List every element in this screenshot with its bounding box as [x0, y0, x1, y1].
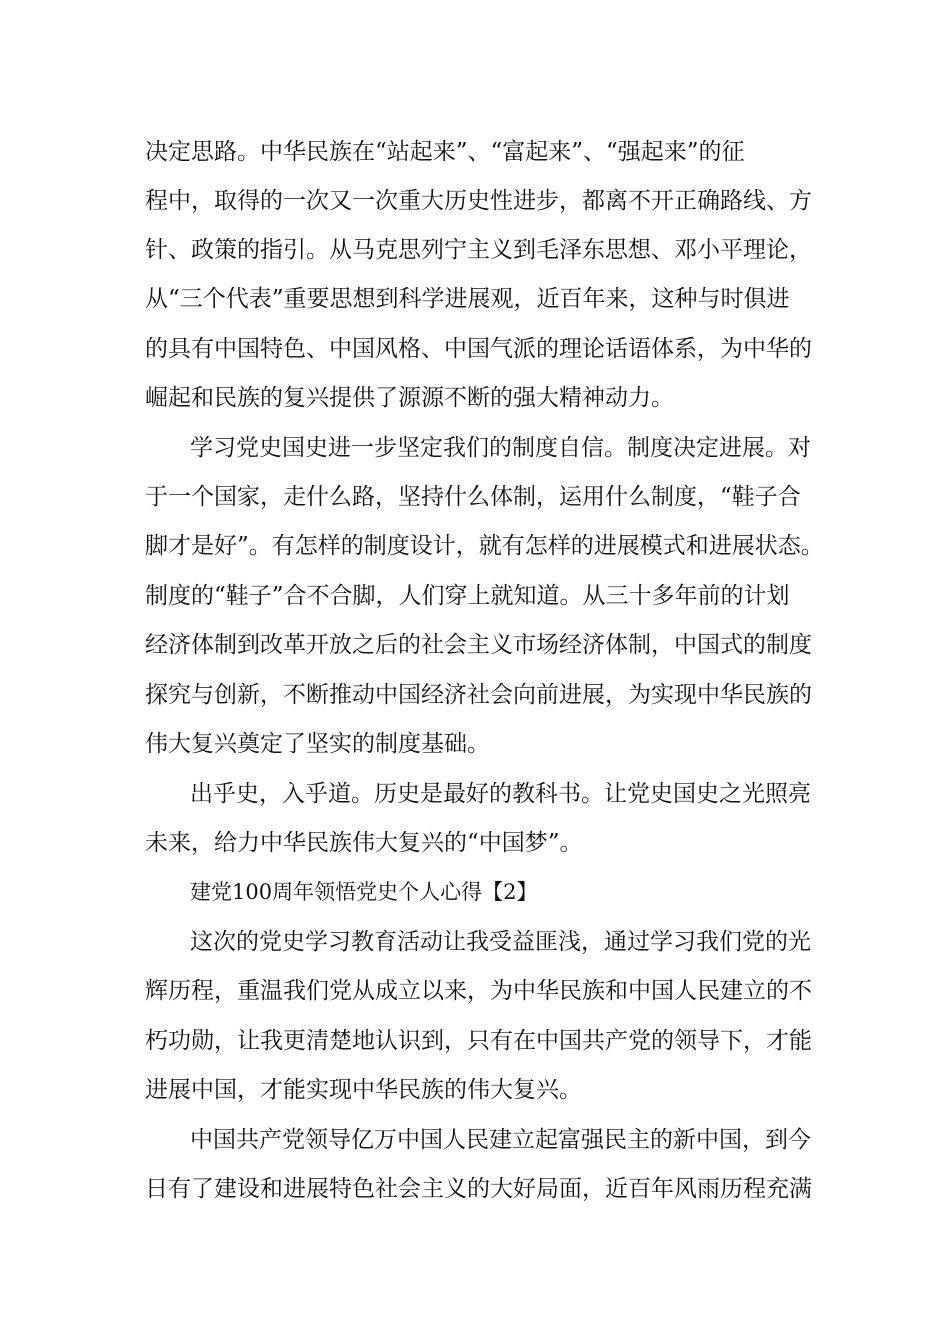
text-line: 于一个国家，走什么路，坚持什么体制，运用什么制度，“鞋子合	[145, 484, 801, 510]
text-line: 从“三个代表”重要思想到科学进展观，近百年来，这种与时俱进	[145, 286, 790, 312]
text-line: 制度的“鞋子”合不合脚，人们穿上就知道。从三十多年前的计划	[145, 583, 790, 609]
text-line: 朽功勋，让我更清楚地认识到，只有在中国共产党的领导下，才能	[145, 1028, 812, 1054]
text-line: 决定思路。中华民族在“站起来”、“富起来”、“强起来”的征	[145, 139, 745, 165]
text-line: 伟大复兴奠定了坚实的制度基础。	[145, 731, 490, 757]
section-heading: 建党100周年领悟党史个人心得【2】	[190, 880, 538, 904]
paragraph-first-line: 出乎史，入乎道。历史是最好的教科书。让党史国史之光照亮	[190, 781, 811, 807]
paragraph-first-line: 中国共产党领导亿万中国人民建立起富强民主的新中国，到今	[190, 1127, 811, 1153]
text-line: 的具有中国特色、中国风格、中国气派的理论话语体系，为中华的	[145, 336, 812, 362]
paragraph-first-line: 学习党史国史进一步坚定我们的制度自信。制度决定进展。对	[190, 435, 811, 461]
text-line: 崛起和民族的复兴提供了源源不断的强大精神动力。	[145, 385, 674, 411]
text-line: 日有了建设和进展特色社会主义的大好局面，近百年风雨历程充满	[145, 1176, 812, 1202]
paragraph-first-line: 这次的党史学习教育活动让我受益匪浅，通过学习我们党的光	[190, 929, 811, 955]
text-line: 经济体制到改革开放之后的社会主义市场经济体制，中国式的制度	[145, 632, 812, 658]
text-line: 进展中国，才能实现中华民族的伟大复兴。	[145, 1077, 582, 1103]
text-line: 脚才是好”。有怎样的制度设计，就有怎样的进展模式和进展状态。	[145, 533, 824, 559]
text-line: 针、政策的指引。从马克思列宁主义到毛泽东思想、邓小平理论，	[145, 237, 812, 263]
text-line: 探究与创新，不断推动中国经济社会向前进展，为实现中华民族的	[145, 682, 812, 708]
text-line: 程中，取得的一次又一次重大历史性进步，都离不开正确路线、方	[145, 188, 812, 214]
text-line: 辉历程，重温我们党从成立以来，为中华民族和中国人民建立的不	[145, 978, 812, 1004]
text-line: 未来，给力中华民族伟大复兴的“中国梦”。	[145, 830, 583, 856]
